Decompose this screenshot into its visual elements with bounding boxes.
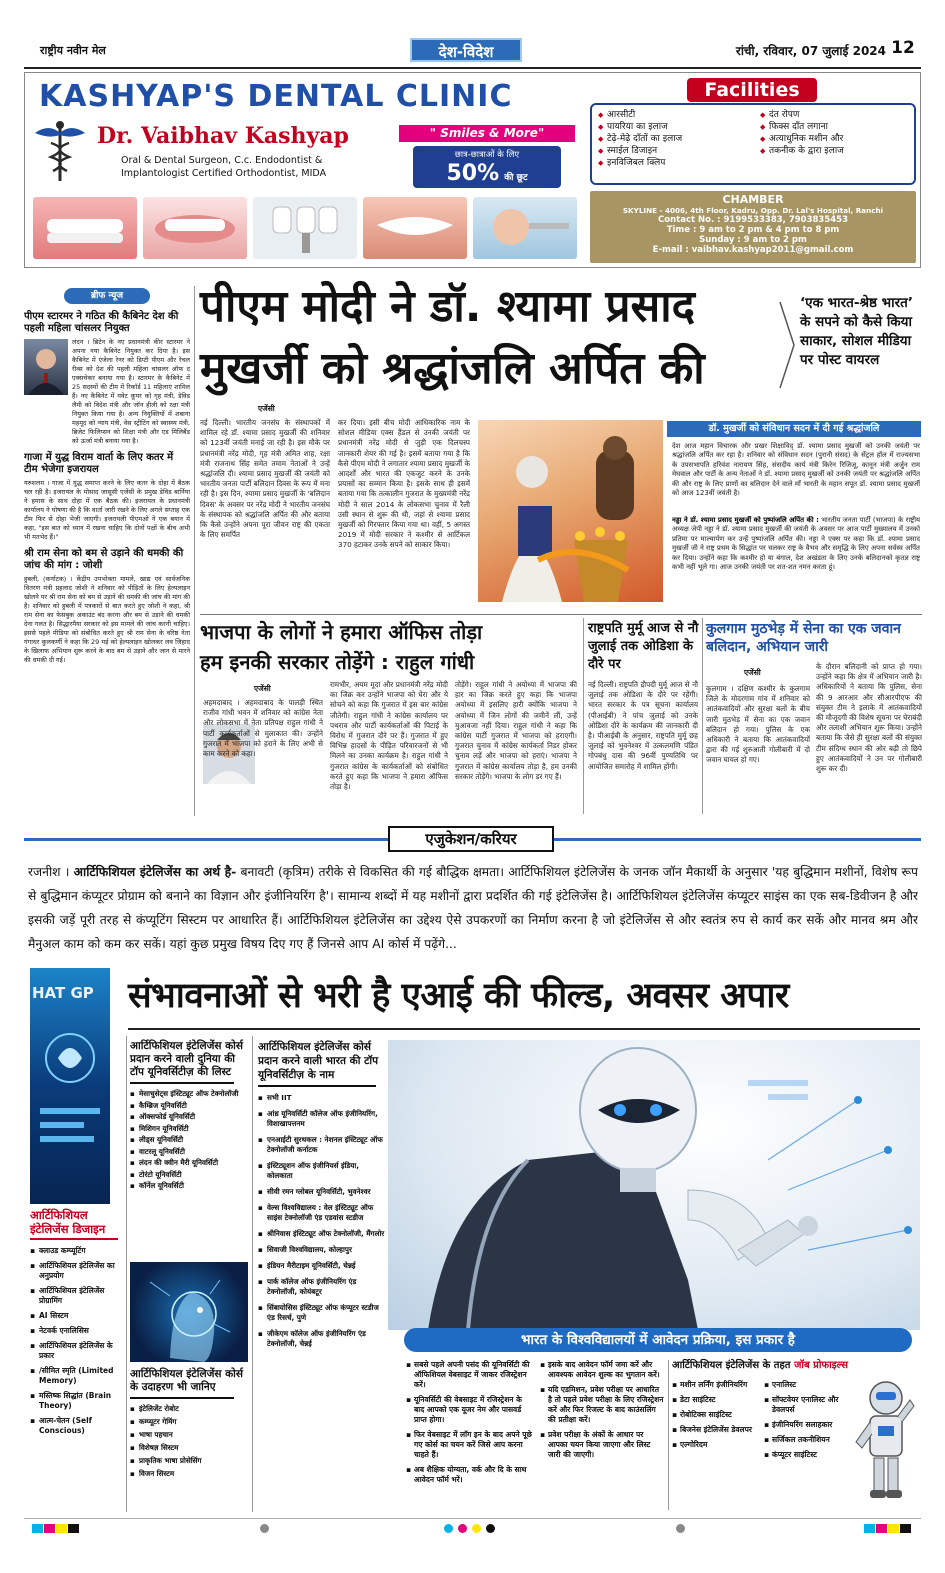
- paper-logo: राष्ट्रीय नवीन मेल: [40, 44, 106, 57]
- world-section: [130, 1040, 246, 1262]
- rahul-headline-1: भाजपा के लोगों ने हमारा ऑफिस तोड़ा: [200, 620, 483, 644]
- list-item: ▪ सिवाजी विश्वविद्यालय, कोल्हापुर: [258, 1245, 386, 1255]
- jobs-col-1: [672, 1380, 762, 1510]
- facilities-box: [590, 103, 916, 185]
- world-title: आर्टिफिशियल इंटेलिजेंस कोर्स प्रदान करने वाली दुनिया की टॉप यूनिवर्सिटीज़ की लिस्ट: [130, 1040, 243, 1078]
- murmu-headline: राष्ट्रपति मुर्मू आज से नौ जुलाई तक ओडिशा के दौरे पर: [588, 621, 699, 672]
- rahul-headline-2: हम इनकी सरकार तोड़ेंगे : राहुल गांधी: [200, 650, 475, 674]
- rahul-col-2: रामभीर, अयम मूदा और प्रधानमंत्री नरेंद्र मोदी का जिक्र कर उन्होंने भाजपा को घेरा और ये सोचने को कहा कि गुजरात में इस बार कांग्रेस जीतेगी। राहुल गांधी ने कांग्रेस कार्यालय पर पथराव और पार्टी कार्यकर्ताओं की पिटाई के विरोध में गुजरात दौरे पर हैं। गुजरात में हुए विभिन्न हादसों के पीड़ित परिवारजनों से भी मिलने का उनका कार्यक्रम है। राहुल गांधी ने गुजरात कांग्रेस के कार्यकर्ताओं को संबोधित करते हुए कहा कि भाजपा ने हमारा ऑफिस तोड़ा है।: [330, 680, 448, 792]
- list-item: ▪ /सीमित स्मृति (Limited Memory): [30, 1366, 126, 1386]
- list-item: ▪ कैम्ब्रिज यूनिवर्सिटी: [130, 1101, 246, 1111]
- discount-tail: की छूट: [504, 173, 528, 183]
- chamber-email: E-mail : vaibhav.kashyap2011@gmail.com: [652, 245, 854, 255]
- kulgam-col-2: के दौरान बलिदानी को प्राप्त हो गया। उन्होंने कहा कि क्षेत्र में अभियान जारी है। अधिकारियों ने बताया कि पुलिस, सेना की 9 आरआर और सीआरपीएफ की संयुक्त टीम ने इलाके में आतंकवादियों की मौजूदगी की विशेष सूचना पर घेराबंदी और तलाशी अभियान शुरू किया। उन्होंने बताया कि जैसे ही सुरक्षा बलों की संयुक्त टीम संदिग्ध स्थान की ओर बढ़ी तो छिपे हुए आतंकवादियों ने उन पर गोलीबारी शुरू कर दी।: [816, 662, 922, 774]
- lead-col-1: नई दिल्ली। भारतीय जनसंघ के संस्थापकों में शामिल रहे डॉ. श्यामा प्रसाद मुखर्जी की शनिवार को 123वीं जयंती मनाई जा रही है। इस मौके पर प्रधानमंत्री नरेंद्र मोदी, गृह मंत्री अमित शाह, रक्षा मंत्री राजनाथ सिंह समेत तमाम नेताओं ने उन्हें श्रद्धांजलि दी। श्यामा प्रसाद मुखर्जी की जयंती को भारतीय जनता पार्टी बलिदान दिवस के रूप में मना रही है। इस दिन, श्यामा प्रसाद मुखर्जी के 'बलिदान दिवस' के अवसर पर नरेंद्र मोदी ने भारतीय जनसंघ के संस्थापक को श्रद्धांजलि अर्पित की और बताया कि कैसे उन्होंने अपना पूरा जीवन राष्ट्र की एकता के लिए समर्पित: [200, 418, 330, 540]
- list-item: ▪ कॉर्नेल यूनिवर्सिटी: [130, 1181, 246, 1191]
- job-item: ▪ रोबोटिक्स साइंटिस्ट: [672, 1410, 762, 1420]
- process-step: ▪ यदि एडमिशन, प्रवेश परीक्षा पर आधारित है तो पहले प्रवेश परीक्षा के लिए रजिस्ट्रेशन करें और फिर रिजल्ट के बाद काउंसलिंग की प्रतीक्षा करें।: [540, 1385, 664, 1425]
- masthead: [24, 36, 921, 66]
- list-item: ▪ वाटरलू यूनिवर्सिटी: [130, 1147, 246, 1157]
- list-item: ▪ इंटेलिजेंट रोबोट: [130, 1404, 248, 1414]
- clinic-name: KASHYAP'S DENTAL CLINIC: [39, 79, 513, 114]
- robot-mascot-icon: [852, 1376, 918, 1506]
- divider: [252, 1036, 253, 1512]
- lead-right-block: [672, 516, 920, 608]
- lead-headline-2: मुखर्जी को श्रद्धांजलि अर्पित की: [200, 343, 705, 394]
- list-item: ▪ वेल्स विश्वविद्यालय : वेल इंस्टिट्यूट ऑफ साइंस टेक्नोलॉजी एंड एडवांस स्टडीज: [258, 1203, 386, 1223]
- facility-item: ◆ अत्याधुनिक मशीन और: [760, 134, 914, 145]
- facility-item: ◆ तकनीक के द्वारा इलाज: [760, 146, 914, 157]
- process-step: ▪ यूनिवर्सिटी की वेबसाइट में रजिस्ट्रेशन के बाद आपको एक यूजर नेम और पासवर्ड प्राप्त होगा।: [406, 1395, 534, 1425]
- doctor-desc-1: Oral & Dental Surgeon, C.c. Endodontist &: [121, 155, 323, 166]
- kulgam-col-1: कुलगाम । दक्षिण कश्मीर के कुलगाम जिले के मोदरगाम गांव में शनिवार को आतंकवादियों और सुरक्षा बलों के बीच जारी मुठभेड़ में सेना का एक जवान बलिदान हो गया। पुलिस के एक अधिकारी ने बताया कि आतंकवादियों द्वारा की गई शुरुआती गोलीबारी में दो जवान घायल हो गए।: [706, 684, 810, 765]
- discount-pct: 50%: [446, 161, 500, 186]
- chamber-sunday: Sunday : 9 am to 2 pm: [699, 235, 807, 245]
- design-underline: [30, 1238, 118, 1240]
- lead-headline-1: पीएम मोदी ने डॉ. श्यामा प्रसाद: [200, 281, 696, 332]
- brief-body-2: यरुशलम । गाजा में युद्ध समाप्त करने के लिए कतर के दोहा में बैठक चल रही है। इजरायल के मोसाद जासूसी एजेंसी के प्रमुख डेविड बार्निया ने हमास के साथ दोहा में एक बैठक की। इजरायल के प्रधानमंत्री कार्यालय ने घोषणा की है कि वार्ता जारी रखने के लिए अगले सप्ताह एक टीम फिर से दोहा भेजी जाएगी। इजरायली पीएमओ ने एक बयान में कहा, "इस बात को ध्यान में रखना चाहिए कि दोनों पक्षों के बीच अभी भी मतभेद हैं।": [24, 479, 190, 541]
- list-item: ▪ सभी IIT: [258, 1093, 386, 1103]
- examples-section: [130, 1368, 248, 1512]
- list-item: ▪ एनआईटी सुरथकल : नेशनल इंस्टिट्यूट ऑफ टेक्नोलॉजी कर्नाटक: [258, 1135, 386, 1155]
- jobs-title-b: जॉब प्रोफाइल्स: [793, 1360, 849, 1371]
- facility-item: ◆ टेढ़े-मेढ़े दाँतों का इलाज: [598, 134, 756, 145]
- chatgpt-label: HAT GP: [32, 984, 94, 1002]
- dental-ad: [24, 72, 921, 268]
- facility-item: ◆ पायरिया का इलाज: [598, 122, 756, 133]
- footer-rule: [24, 1518, 921, 1519]
- chamber-box: [590, 191, 916, 263]
- job-item: ▪ सर्जिकल तकनीशियन: [764, 1435, 852, 1445]
- list-item: ▪ मिशिगन यूनिवर्सिटी: [130, 1124, 246, 1134]
- list-item: ▪ आर्टिफिशियल इंटेलिजेंस प्रोग्रामिंग: [30, 1286, 126, 1306]
- chatgpt-image: [30, 968, 110, 1204]
- india-section: [258, 1040, 386, 1512]
- list-item: ▪ कम्प्यूटर गेमिंग: [130, 1417, 248, 1427]
- list-item: ▪ पार्क कॉलेज ऑफ इंजीनियरिंग एंड टेक्नोलॉजी, कोयंबटूर: [258, 1277, 386, 1297]
- process-step: ▪ फिर वेबसाइट में लाॅग इन के बाद अपने पूछे गए कोर्स का चयन करें जिसे आप करना चाहते हैं।: [406, 1430, 534, 1460]
- doctor-name: Dr. Vaibhav Kashyap: [97, 123, 349, 149]
- list-item: ▪ आंध्र यूनिवर्सिटी कॉलेज ऑफ इंजीनियरिंग, विशाखापत्तनम: [258, 1109, 386, 1129]
- divider: [200, 614, 922, 615]
- lead-col-2: कर दिया। इसी बीच मोदी आधिकारिक नाम के सोशल मीडिया एक्स हैंडल से उनकी जयंती पर प्रधानमंत्री नरेंद्र मोदी से जुड़ी एक दिलचस्प जानकारी शेयर की गई है। इसमें बताया गया है कि कैसे पीएम मोदी ने लगातार श्यामा प्रसाद मुखर्जी के आदर्शों और भारत की एकजुट करने के उनके प्रयासों का सम्मान किया है। इसके साथ ही इसमें बताया गया कि तत्कालीन गुजरात के मुख्यमंत्री नरेंद्र मोदी ने साल 2014 के लोकसभा चुनाव में रैली उसी स्थान से शुरू की थी, जहां से श्यामा प्रसाद मुखर्जी को गिरफ्तार किया गया था। वहीं, 5 अगस्त 2019 में मोदी सरकार ने कश्मीर से आर्टिकल 370 हटाकर उनके सपने को साकार किया।: [338, 418, 470, 550]
- list-item: ▪ जीकेएम कॉलेज ऑफ इंजीनियरिंग एंड टेक्नोलॉजी, चेन्नई: [258, 1329, 386, 1349]
- nadda-subhead: नड्डा ने डॉ. श्यामा प्रसाद मुखर्जी को पुष्पांजलि अर्पित की :: [672, 516, 819, 524]
- list-item: ▪ नेटवर्क एनालिसिस: [30, 1326, 126, 1336]
- modi-tribute-photo: [478, 420, 663, 602]
- facility-item: ◆ इनविजिबल क्लिप: [598, 158, 756, 169]
- list-item: ▪ आत्म-चेतन (Self Conscious): [30, 1416, 126, 1436]
- job-item: ▪ सॉफ्टवेयर एनालिस्ट और डेवलपर्स: [764, 1395, 852, 1415]
- teeth-photo-4: [363, 197, 467, 259]
- lead-right-para: देश आज महान विचारक और प्रखर शिक्षाविद् डॉ. श्यामा प्रसाद मुखर्जी को उनकी जयंती पर श्रद्धांजलि अर्पित कर रहा है। शनिवार को संविधान सदन (पुरानी संसद) के सेंट्रल हॉल में राज्यसभा के उपसभापति हरिवंश नारायण सिंह, संसदीय कार्य मंत्री किरेन रिजिजू, कानून मंत्री अर्जुन राम मेघवाल और पार्टी के अन्य नेताओं ने डॉ. श्यामा प्रसाद मुखर्जी को उनकी जयंती पर श्रद्धांजलि अर्पित की और राष्ट्र के लिए प्राणों का बलिदान देने वाले माँ भारती के महान सपूत डॉ. श्यामा प्रसाद मुखर्जी को आज 123वीं जयंती है।: [672, 442, 920, 498]
- chamber-title: CHAMBER: [722, 193, 784, 206]
- list-item: ▪ विशेषज्ञ सिस्टम: [130, 1443, 248, 1453]
- process-col-1: [406, 1360, 534, 1512]
- job-item: ▪ डेटा साइंटिस्ट: [672, 1395, 762, 1405]
- brief-tag: ब्रीफ न्यूज: [64, 288, 150, 304]
- facility-item: ◆ आरसीटी: [598, 110, 756, 121]
- list-item: ▪ टोरंटो यूनिवर्सिटी: [130, 1170, 246, 1180]
- murmu-body: नई दिल्ली। राष्ट्रपति द्रौपदी मुर्मू आज से नौ जुलाई तक ओडिशा के दौरे पर रहेंगी। भारत सरकार के पत्र सूचना कार्यालय (पीआईबी) ने पांच जुलाई को उनके ओडिशा दौरे के कार्यक्रम की जानकारी दी है। पीआईबी के अनुसार, राष्ट्रपति मुर्मू छह जुलाई को भुवनेश्वर में उत्कलमणि पंडित गोपबंधु दास की 96वीं पुण्यतिथि पर आयोजित समारोह में शामिल होंगी।: [588, 680, 698, 771]
- facilities-right-list: [760, 110, 914, 158]
- brief-headline-2: गाजा में युद्ध विराम वार्ता के लिए कतर में टीम भेजेगा इजरायल: [24, 452, 174, 475]
- world-list: [130, 1089, 246, 1191]
- edu-intro-text: बनावटी (कृत्रिम) तरीके से विकसित की गई बौद्धिक क्षमता। आर्टिफिशियल इंटेलिजेंस के जनक जॉन मैकार्थी के अनुसार 'यह बुद्धिमान मशीनों, विशेष रूप से बुद्धिमान कंप्यूटर प्रोग्राम को बनाने का विज्ञान और इंजीनियरिंग है'। सामान्य शब्दों में यह मशीनों द्वारा प्रदर्शित की गई इंटेलिजेंस है। आर्टिफिशियल इंटेलिजेंस कंप्यूटर साइंस का एक सब-डिवीजन है और इसकी जड़ें पूरी तरह से कंप्यूटिंग सिस्टम पर आधारित हैं। आर्टिफिशियल इंटेलिजेंस का उद्देश्य ऐसे उपकरणों का निर्माण करना है जो इंटेलिजेंस से और स्वतंत्र रुप से कार्य कर सकें और मानव श्रम और मैनुअल काम को कम कर सकें। यहां कुछ प्रमुख विषय दिए गए हैं जिनसे आप AI कोर्स में पढ़ेंगे...: [28, 865, 918, 951]
- job-item: ▪ एनालिस्ट: [764, 1380, 852, 1390]
- dateline: रांची, रविवार, 07 जुलाई 2024: [735, 44, 886, 58]
- list-item: ▪ लंदन की क्वीन मैरी यूनिवर्सिटी: [130, 1158, 246, 1168]
- jobs-title-a: आर्टिफिशियल इंटेलिजेंस के तहत: [672, 1360, 791, 1371]
- rahul-col-1: [203, 698, 323, 814]
- edu-headline-rule: [128, 1028, 920, 1030]
- divider: [583, 618, 584, 814]
- job-item: ▪ बिजनेस इंटेलिजेंस डेवलपर: [672, 1425, 762, 1435]
- list-item: ▪ मेसाचुसेट्स इंस्टिट्यूट ऑफ टेक्नोलॉजी: [130, 1089, 246, 1099]
- list-item: ▪ क्लाउड कम्प्यूटिंग: [30, 1246, 126, 1256]
- masthead-rule: [24, 67, 921, 69]
- process-col-2: [540, 1360, 664, 1512]
- divider: [126, 1036, 127, 1512]
- teeth-photo-5: [473, 197, 577, 259]
- divider: [668, 1360, 669, 1510]
- list-item: ▪ सीवी रमन ग्लोबल यूनिवर्सिटी, भुवनेश्वर: [258, 1187, 386, 1197]
- nadda-para: भारतीय जनता पार्टी (भाजपा) के राष्ट्रीय अध्यक्ष जेपी नड्डा ने डॉ. श्यामा प्रसाद मुखर्जी की जयंती के अवसर पर आज पार्टी मुख्यालय में उनको प्रतिमा पर माल्यार्पण कर उन्हें पुष्पांजलि अर्पित की। नड्डा ने एक्स पर कहा कि डॉ. श्यामा प्रसाद मुखर्जी जी ने राष्ट्र प्रथम के सिद्धांत पर चलकर राष्ट्र के वैभव और समृद्धि के लिए अपना सर्वस्व अर्पित कर दिया। उन्होंने कहा कि कश्मीर हो या बंगाल, देश अखंडता के लिए उनके बलिदानको कृतज्ञ राष्ट्र कभी नहीं भूले गा। आज उनकी जयंती पर शत-शत नमन करता हूं।: [672, 516, 920, 572]
- process-title: भारत के विश्वविद्यालयों में आवेदन प्रक्रिया, इस प्रकार है: [404, 1328, 912, 1352]
- brief-body-3: हुबली, (कर्नाटक) । केंद्रीय उपभोक्ता मामले, खाद्य एवं सार्वजनिक वितरण मंत्री प्रहलाद जोशी ने शनिवार को पीड़ितों के लिए हेल्पलाइन खोलने पर श्री राम सेना को बम से उड़ाने की धमकी की जांच की मांग की है। शनिवार को हुबली में पत्रकारों से बात करते हुए जोशी ने कहा, श्री राम सेना का फेसबुक अकाउंट बंद करना और बम से उड़ाने की धमकी देना गलत है। सिद्धारमैया सरकार को इस मामले की जांच करनी चाहिए। इससे पहले मीडिया को संबोधित करते हुए श्री राम सेना के वरिष्ठ नेता गंगाधर कुलकर्णी ने कहा कि 29 मई को हेल्पलाइन खोलकर लव जिहाद के खिलाफ अभियान शुरू करने के बाद बम से उड़ाने और जान से मारने की धमकी दी गई।: [24, 575, 190, 664]
- photo-caption: डॉ. मुखर्जी को संविधान सदन में दी गई श्रद्धांजलि: [667, 421, 921, 437]
- list-item: ▪ लीड्स यूनिवर्सिटी: [130, 1135, 246, 1145]
- chamber-time: Time : 9 am to 2 pm & 4 pm to 8 pm: [666, 225, 840, 235]
- discount-top: छात्र-छात्राओं के लिए: [454, 150, 520, 160]
- brief-body-1: लंदन । ब्रिटेन के नए प्रधानमंत्री कीर स्टारमर ने अपना नया कैबिनेट नियुक्त कर दिया है। इस कैबिनेट में एंजेला रेनर को डिप्टी पीएम और रेचल रीव्स को देश की पहली महिला चांसलर ऑफ द एक्सचेकर बनाया गया है। स्टारमर के कैबिनेट में 25 सदस्यों की टीम में रिकॉर्ड 11 महिलाएं शामिल हैं। नए कैबिनेट में यवेट कूपर को गृह मंत्री, डेविड लैमी को विदेश मंत्री और जॉन हीली को रक्षा मंत्री नियुक्त किया गया है। अन्य नियुक्तियों में शबाना महमूद को न्याय मंत्री, वेस स्ट्रीटिंग को स्वास्थ्य मंत्री, ब्रिजेट फिलिप्सन को शिक्षा मंत्री और एड मिलिबैंड को ऊर्जा मंत्री बनाया गया है।: [72, 338, 190, 445]
- tagline: " Smiles & More": [399, 125, 575, 142]
- chamber-address: SKYLINE - 4006, 4th Floor, Kadru, Opp. Dr. Lal's Hospital, Ranchi: [622, 206, 884, 215]
- edu-big-headline: संभावनाओं से भरी है एआई की फील्ड, अवसर अपार: [128, 976, 789, 1016]
- chamber-contact: Contact No. : 9199533383, 7903835453: [658, 215, 848, 225]
- examples-title: आर्टिफिशियल इंटेलिजेंस कोर्स के उदाहरण भी जानिए: [130, 1368, 243, 1393]
- list-item: ▪ AI सिस्टम: [30, 1311, 126, 1321]
- list-item: ▪ आर्टिफिशियल इंटेलिजेंस का अनुप्रयोग: [30, 1261, 126, 1281]
- facilities-left-list: [598, 110, 756, 170]
- section-tag: देश-विदेश: [410, 38, 522, 62]
- list-item: ▪ प्राकृतिक भाषा प्रोसेसिंग: [130, 1456, 248, 1466]
- caduceus-logo: [31, 119, 89, 183]
- teeth-photo-2: [143, 197, 247, 259]
- design-title: आर्टिफिशियल इंटेलिजेंस डिजाइन: [30, 1208, 106, 1236]
- job-item: ▪ एल्गोरिदम: [672, 1440, 762, 1450]
- list-item: ▪ ऑक्सफोर्ड यूनिवर्सिटी: [130, 1112, 246, 1122]
- teeth-photo-3: [253, 197, 357, 259]
- teeth-photo-1: [33, 197, 137, 259]
- list-item: ▪ इंस्टिट्यूशन ऑफ इंजीनियर्स इंडिया, कोलकाता: [258, 1161, 386, 1181]
- edu-intro: [28, 860, 918, 958]
- robot-image: [388, 1040, 920, 1330]
- job-item: ▪ इंजीनियरिंग सलाहकार: [764, 1420, 852, 1430]
- brief-headline-1: पीएम स्टारमर ने गठित की कैबिनेट देश की पहली महिला चांसलर नियुक्त: [24, 311, 179, 334]
- job-item: ▪ कंप्यूटर साइंटिस्ट: [764, 1450, 852, 1460]
- discount-badge: [413, 146, 561, 188]
- ai-face-image: [130, 1262, 248, 1362]
- register-marks: [24, 1522, 921, 1536]
- edu-tag: एजुकेशन/करियर: [388, 826, 554, 852]
- list-item: ▪ श्रीनिवास इंस्टिट्यूट ऑफ टेक्नोलॉजी, मैंगलोर: [258, 1229, 386, 1239]
- jobs-col-2: [764, 1380, 852, 1510]
- brief-news-column: [24, 288, 190, 814]
- edu-intro-bold: आर्टिफिशियल इंटेलिजेंस का अर्थ है-: [73, 865, 237, 879]
- job-item: ▪ मशीन लर्निंग इंजीनियरिंग: [672, 1380, 762, 1390]
- facility-item: ◆ स्माईल डिजाइन: [598, 146, 756, 157]
- rahul-col-1-text: अहमदाबाद । अहमदाबाद के पालड़ी स्थित राजीव गांधी भवन में शनिवार को कांग्रेस नेता और लोकसभा में नेता प्रतिपक्ष राहुल गांधी ने पार्टी कार्यकर्ताओं से मुलाकात की। उन्होंने गुजरात में भाजपा को हराने के लिए अभी से काम करने को कहा।: [203, 698, 323, 759]
- kulgam-agency: एजेंसी: [744, 668, 761, 677]
- doctor-desc-2: Implantologist Certified Orthodontist, MIDA: [121, 168, 327, 179]
- facility-item: ◆ फिक्स दाँत लगाना: [760, 122, 914, 133]
- list-item: ▪ इंडियन मैरीटाइम यूनिवर्सिटी, चेन्नई: [258, 1261, 386, 1271]
- brief-headline-3: श्री राम सेना को बम से उड़ाने की धमकी की जांच की मांग : जोशी: [24, 548, 184, 571]
- kulgam-headline: कुलगाम मुठभेड़ में सेना का एक जवान बलिदान, अभियान जारी: [706, 621, 901, 655]
- facility-item: ◆ दंत रोपण: [760, 110, 914, 121]
- divider: [702, 618, 703, 814]
- process-step: ▪ सबसे पहले अपनी पसंद की यूनिवर्सिटी की ऑफिशियल वेबसाइट में जाकर रजिस्ट्रेशन करें।: [406, 1360, 534, 1390]
- india-title: आर्टिफिशियल इंटेलिजेंस कोर्स प्रदान करने वाली भारत की टॉप यूनिवर्सिटीज़ के नाम: [258, 1041, 379, 1081]
- facilities-title: Facilities: [687, 78, 817, 102]
- lead-side-headline: ‘एक भारत-श्रेष्ठ भारत’ के सपने को कैसे किया साकार, सोशल मीडिया पर पोस्ट वायरल: [800, 295, 914, 368]
- process-step: ▪ प्रवेश परीक्षा के अंकों के आधार पर आपका चयन किया जाएगा और लिस्ट जारी की जाएगी।: [540, 1430, 664, 1460]
- india-list: [258, 1093, 386, 1349]
- list-item: ▪ मस्तिष्क सिद्धांत (Brain Theory): [30, 1391, 126, 1411]
- lead-agency: एजेंसी: [258, 404, 275, 413]
- design-section: [30, 1208, 126, 1508]
- process-step: ▪ अब शैक्षिक योग्यता, वर्क और दि के साथ आवेदन फॉर्म भरें।: [406, 1465, 534, 1485]
- design-list: [30, 1246, 126, 1436]
- side-chevron-icon: [778, 300, 798, 390]
- examples-list: [130, 1404, 248, 1479]
- list-item: ▪ भाषा पहचान: [130, 1430, 248, 1440]
- list-item: ▪ सिंबायोसिस इंस्टिट्यूट ऑफ कंप्यूटर स्टडीज एंड रिसर्च, पुणे: [258, 1303, 386, 1323]
- list-item: ▪ विजन सिस्टम: [130, 1469, 248, 1479]
- divider: [194, 286, 195, 816]
- jobs-title: [672, 1360, 882, 1372]
- starmer-photo: [24, 339, 68, 395]
- page-number: 12: [891, 38, 915, 58]
- list-item: ▪ आर्टिफिशियल इंटेलिजेंस के प्रकार: [30, 1341, 126, 1361]
- rahul-agency: एजेंसी: [254, 684, 271, 693]
- process-step: ▪ इसके बाद आवेदन फॉर्म जमा करें और आवश्यक आवेदन शुल्क का भुगतान करें।: [540, 1360, 664, 1380]
- edu-intro-author: रजनीश ।: [28, 865, 70, 879]
- rahul-col-3: तोड़ेंगे। राहुल गांधी ने अयोध्या में भाजपा की हार का जिक्र करते हुए कहा कि भाजपा अयोध्या में इसलिए हारी क्योंकि भाजपा ने अयोध्या में जिन लोगों की जमीनें लीं, उन्हें मुआवजा नहीं दिया। राहुल गांधी ने कहा कि कांग्रेस पार्टी गुजरात में भाजपा को हराएगी। गुजरात चुनाव में कांग्रेस कार्यकर्ता निडर होकर चुनाव लड़ें और भाजपा को हराएं। भाजपा ने गुजरात में कांग्रेस कार्यालय तोड़ा है, हम उनकी सरकार तोड़ेंगे। भाजपा के लोग डर गए हैं।: [455, 680, 577, 781]
